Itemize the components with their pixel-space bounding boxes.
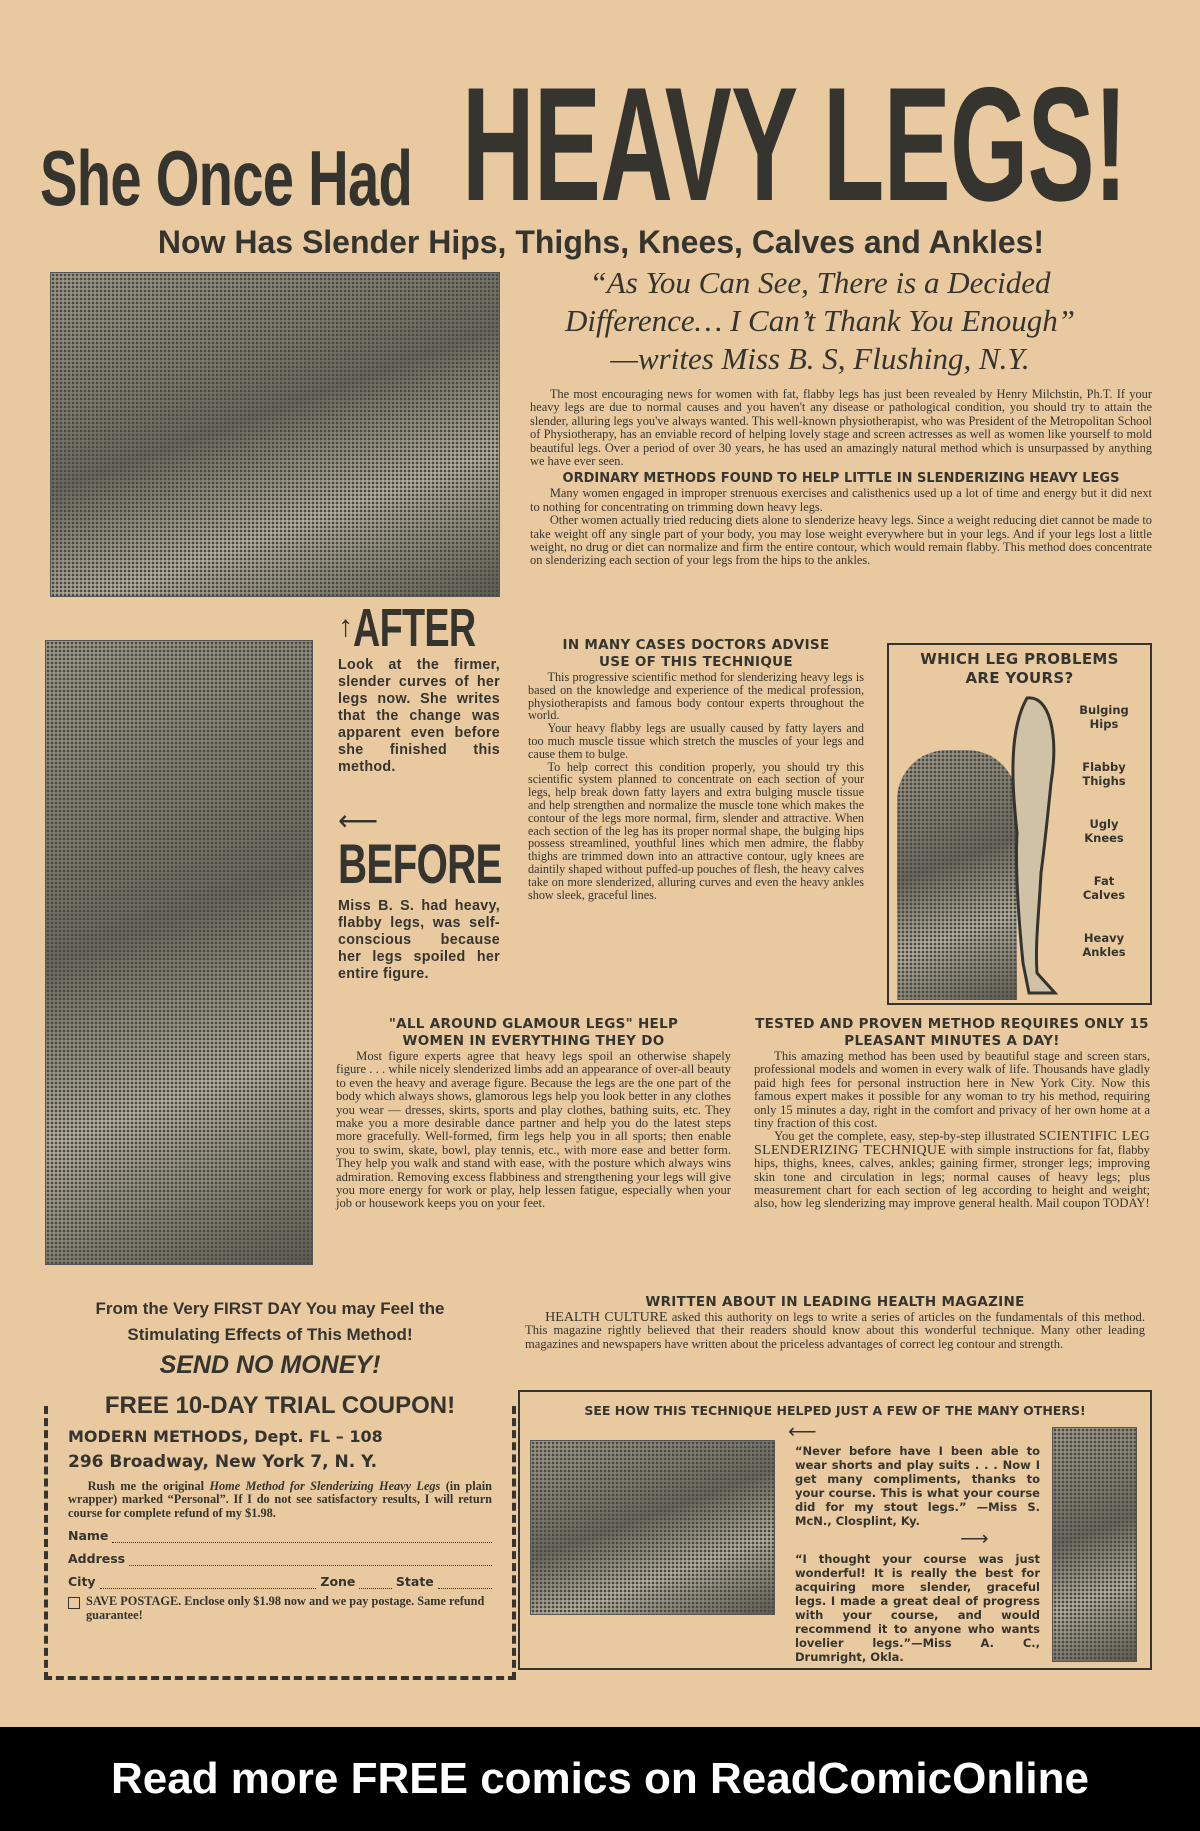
- address-field[interactable]: [68, 1551, 492, 1566]
- testimonial-quote: [520, 264, 1120, 378]
- leg-label-thighs: Flabby Thighs: [1082, 760, 1126, 788]
- promo-line: From the Very FIRST DAY You may Feel the: [95, 1299, 445, 1318]
- magazine-text: asked this authority on legs to write a series of articles on the fundamentals of this method. This magazine rightly believed that their readers should know about this wonderful technique. Many other leading magazines and newspapers have written about the priceless advantages of correct leg contour and strength.: [525, 1310, 1145, 1351]
- glamour-paragraph: Most figure experts agree that heavy legs spoil an otherwise shapely figure . . . while nicely slenderized limbs add an appearance of over-all beauty to even the heavy and average figure. Because the legs are the one part of the body which always shows, glamorous legs help you look better in any clothes you wear — dresses, skirts, sports and play clothes, bathing suits, etc. They make you a more desirable dance partner and help you do the latest steps more gracefully. Well-formed, firm legs help you in all sports; then enable you to swim, skate, bowl, play tennis, etc., with more ease and better form. They help you walk and stand with ease, with the posture which always wins admiration. Removing excess flabbiness and strengthening your legs will give you more energy for work or play, help lessen fatigue, especially when your job or housework keeps you on your feet.: [336, 1049, 731, 1211]
- testimonial-photo-right: [1052, 1427, 1137, 1662]
- before-text: Miss B. S. had heavy, flabby legs, was self-conscious because her legs spoiled her entire figure.: [338, 898, 500, 982]
- glamour-heading: "ALL AROUND GLAMOUR LEGS" HELP WOMEN IN EVERYTHING THEY DO: [388, 1016, 679, 1049]
- leg-label-calves: Fat Calves: [1082, 874, 1126, 902]
- leg-label-knees: Ugly Knees: [1084, 817, 1124, 845]
- leg-label-hips: Bulging Hips: [1079, 703, 1129, 731]
- tested-text: with simple instructions for fat, flabby hips, thighs, knees, calves, ankles; gaining firmer, stronger legs; improving skin tone and circulation in legs; normal causes of heavy legs; plus measurement chart for each section of leg according to height and weight; also, how leg slenderizing may improve general health. Mail coupon TODAY!: [754, 1142, 1150, 1211]
- doctors-paragraph: This progressive scientific method for slenderizing heavy legs is based on the knowledge and experience of the medical profession, physiotherapists and famous body contour experts throughout the world.: [528, 670, 864, 723]
- leg-problems-heading: WHICH LEG PROBLEMS ARE YOURS?: [920, 650, 1119, 687]
- quote-line: Difference… I Can’t Thank You Enough”: [564, 303, 1076, 338]
- trial-coupon[interactable]: [44, 1392, 516, 1680]
- testimonial-1: “Never before have I been able to wear shorts and play suits . . . Now I get many compliments, thanks to your course. This is what your course did for my stout legs.” —Miss S. McN., Closplint, Ky.: [795, 1444, 1040, 1528]
- leg-problems-box: [887, 643, 1152, 1005]
- ordinary-paragraph: Other women actually tried reducing diets alone to slenderize heavy legs. Since a weight reducing diet cannot be made to take weight off any single part of your body, you may lose weight everywhere but in your legs. And if your legs lost a little weight, no drug or diet can normalize and firm the entire contour, which would remain flabby. This method does concentrate on slenderizing each section of your legs from the hips to the ankles.: [530, 513, 1152, 568]
- coupon-body: [68, 1480, 492, 1520]
- doctors-heading: IN MANY CASES DOCTORS ADVISE USE OF THIS TECHNIQUE: [562, 637, 830, 670]
- tested-section: [754, 1016, 1150, 1211]
- headline-main: HEAVY LEGS!: [462, 54, 1127, 235]
- doctors-paragraph: To help correct this condition properly, you should try this scientific system planned to concentrate on each section of your legs, help break down fatty layers and extra bulging muscle tissue and help strengthen and normalize the muscle tone which makes the contour of the legs more normal, firm, slender and attractive. When each section of the leg has its proper normal shape, the bulging hips possess streamlined, youthful lines which men admire, the flabby thighs are trimmed down into an attractive contour, ugly knees are daintily shaped without puffed-up pouches of flesh, the heavy calves take on more slenderized, alluring curves and even the heavy ankles show sleek, graceful lines.: [528, 759, 864, 902]
- magazine-paragraph: [525, 1311, 1145, 1351]
- magazine-name: HEALTH CULTURE: [545, 1310, 668, 1325]
- coupon-form: [68, 1528, 492, 1622]
- arrow-right-icon: ⟶: [960, 1528, 989, 1550]
- name-field[interactable]: [68, 1528, 492, 1543]
- arrow-left-icon: ⟵: [788, 1421, 817, 1443]
- testimonials-box: [518, 1390, 1152, 1670]
- coupon-address: 296 Broadway, New York 7, N. Y.: [68, 1452, 378, 1472]
- headline-prefix: She Once Had: [40, 134, 413, 222]
- ordinary-heading: ORDINARY METHODS FOUND TO HELP LITTLE IN SLENDERIZING HEAVY LEGS: [562, 471, 1120, 487]
- after-caption: [338, 598, 500, 776]
- after-text: Look at the firmer, slender curves of her legs now. She writes that the change was apparent even before she finished this method.: [338, 657, 500, 775]
- before-title: BEFORE: [338, 832, 502, 895]
- testimonial-photo-left: [530, 1440, 775, 1615]
- promo-text: [40, 1296, 500, 1382]
- quote-line: —writes Miss B. S, Flushing, N.Y.: [610, 341, 1030, 376]
- before-photo: [45, 640, 313, 1265]
- coupon-company: MODERN METHODS, Dept. FL – 108: [68, 1427, 383, 1446]
- tested-paragraph: [754, 1130, 1150, 1210]
- name-label: Name: [68, 1528, 109, 1544]
- send-no-money: SEND NO MONEY!: [159, 1351, 381, 1379]
- save-postage-text: Enclose only $1.98 now and we pay postage. Same refund guarantee!: [86, 1594, 485, 1622]
- save-postage-label: SAVE POSTAGE.: [86, 1594, 182, 1609]
- after-title: AFTER: [353, 598, 476, 658]
- read-more-banner[interactable]: Read more FREE comics on ReadComicOnline: [0, 1727, 1200, 1831]
- coupon-text: (in plain wrapper) marked “Personal”. If I do not see satisfactory results, I will return course for complete refund of my $1.98.: [68, 1479, 493, 1520]
- leg-diagram-icon: [999, 693, 1069, 1003]
- glamour-section: [336, 1016, 731, 1211]
- magazine-section: [525, 1294, 1145, 1351]
- state-label: State: [395, 1574, 434, 1590]
- after-photo: [50, 272, 500, 597]
- zone-label: Zone: [320, 1574, 356, 1590]
- headline-sub: Now Has Slender Hips, Thighs, Knees, Calves and Ankles!: [157, 224, 1045, 260]
- before-caption: [338, 806, 502, 983]
- magazine-heading: WRITTEN ABOUT IN LEADING HEALTH MAGAZINE: [645, 1294, 1025, 1310]
- ordinary-paragraph: Many women engaged in improper strenuous exercises and calisthenics used up a lot of time and energy but it did next to nothing for concentrating on trimming down heavy legs.: [530, 486, 1152, 514]
- intro-section: [530, 388, 1152, 568]
- quote-line: “As You Can See, There is a Decided: [589, 265, 1051, 300]
- technique-name: SCIENTIFIC LEG SLENDERIZING TECHNIQUE: [754, 1129, 1150, 1158]
- tested-heading: TESTED AND PROVEN METHOD REQUIRES ONLY 15 PLEASANT MINUTES A DAY!: [755, 1016, 1149, 1049]
- testimonials-heading: SEE HOW THIS TECHNIQUE HELPED JUST A FEW OF THE MANY OTHERS!: [584, 1403, 1086, 1418]
- city-label: City: [68, 1574, 96, 1590]
- leg-label-ankles: Heavy Ankles: [1082, 931, 1126, 959]
- intro-paragraph: The most encouraging news for women with fat, flabby legs has just been revealed by Henry Milchstin, Ph.T. If your heavy legs are due to normal causes and you haven't any disease or pathological condition, you should try to attain the slender, alluring legs you've always wanted. This well-known physiotherapist, who was President of the Metropolitan School of Physiotherapy, has an enviable record of helping lovely stage and screen actresses as well as women like yourself to mold beautiful legs. Over a period of over 30 years, he has used an amazingly natural method which is unsurpassed by anything we have ever seen.: [530, 387, 1152, 469]
- arrow-up-icon: ↑: [338, 610, 353, 643]
- doctors-paragraph: Your heavy flabby legs are usually caused by fatty layers and too much muscle tissue which stretch the muscles of your legs and cause them to bulge.: [528, 721, 864, 761]
- save-postage-checkbox[interactable]: [68, 1597, 80, 1609]
- city-zone-state-fields[interactable]: [68, 1574, 492, 1589]
- coupon-title: FREE 10-DAY TRIAL COUPON!: [48, 1392, 512, 1420]
- tested-paragraph: This amazing method has been used by beautiful stage and screen stars, professional models and women in every walk of life. Thousands have gladly paid high fees for personal instruction here in New York City. Now this famous expert makes it possible for any woman to try his method, requiring only 15 minutes a day, right in the comfort and privacy of her own home at a tiny fraction of this cost.: [754, 1049, 1150, 1131]
- doctors-section: [528, 637, 864, 901]
- coupon-text: Rush me the original: [87, 1479, 205, 1493]
- arrow-left-icon: ⟵: [338, 806, 379, 837]
- testimonial-2: “I thought your course was just wonderful! It is really the best for acquiring more slender, graceful legs. I made a great deal of progress with your course, and would recommend it to anyone who wants lovelier legs.”—Miss A. C., Drumright, Okla.: [795, 1552, 1040, 1664]
- address-label: Address: [68, 1551, 126, 1567]
- promo-line: Stimulating Effects of This Method!: [127, 1325, 413, 1344]
- coupon-product: Home Method for Slenderizing Heavy Legs: [209, 1479, 441, 1493]
- tested-text: You get the complete, easy, step-by-step illustrated: [774, 1129, 1035, 1144]
